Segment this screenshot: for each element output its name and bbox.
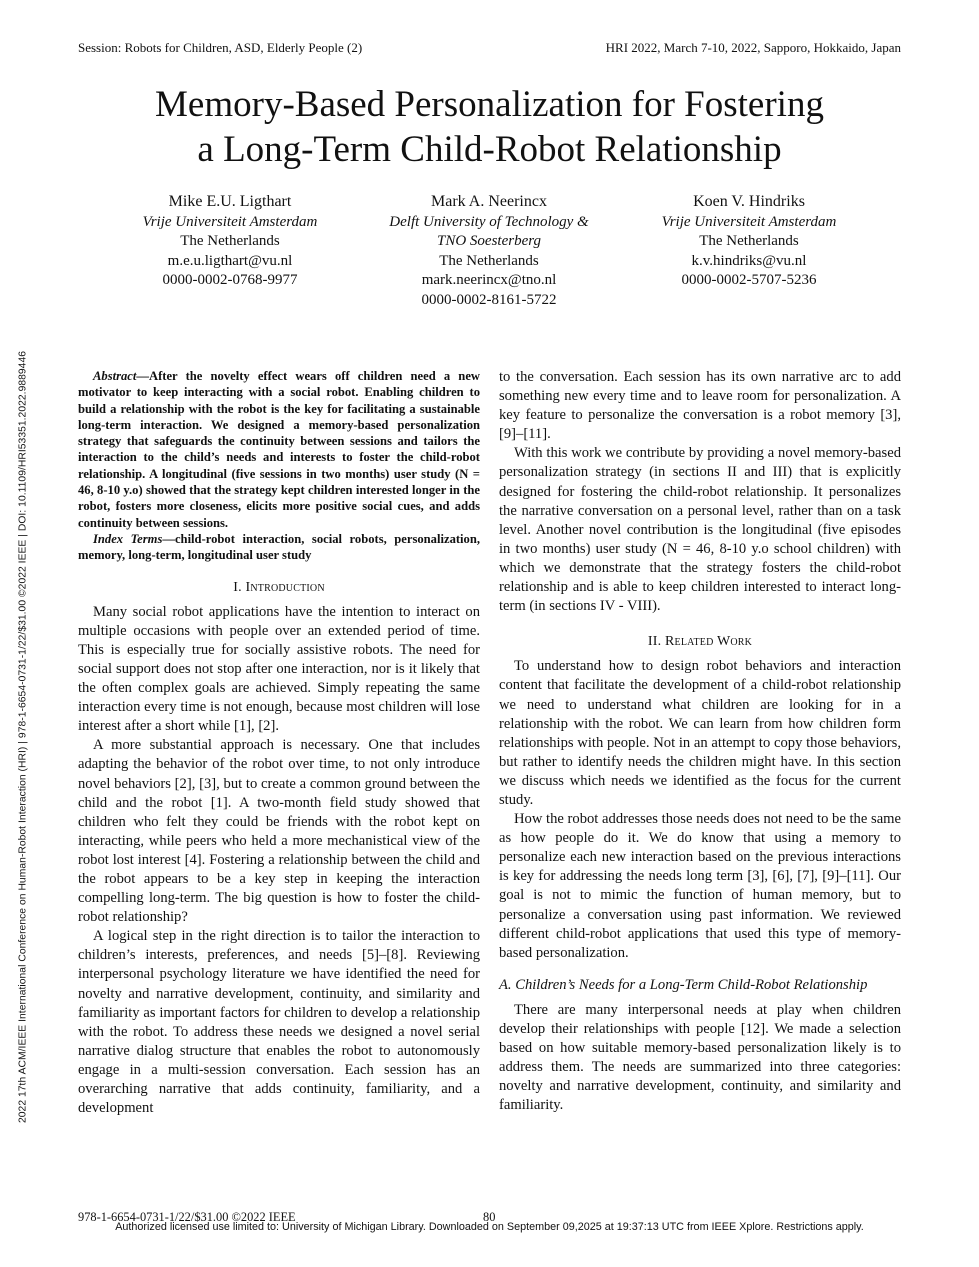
title-line-2: a Long-Term Child-Robot Relationship (197, 129, 782, 170)
right-column (499, 368, 901, 1115)
paragraph: to the conversation. Each session has its own narrative arc to add something new every time and to leave room for personalization. A key feature to personalize the conversation is a robot memory [3], [9]–[11]. (499, 369, 901, 443)
title-line-1: Memory-Based Personalization for Fostering (155, 84, 824, 125)
author-3 (619, 192, 879, 291)
side-citation-text: 2022 17th ACM/IEEE International Conference on Human-Robot Interaction (HRI) | 978-1-6654-0731-1/22/$31.00 ©2022 IEEE | DOI: 10.1109/HRI53351.2022.9889446 (17, 350, 29, 1124)
author-email: m.e.u.ligthart@vu.nl (167, 252, 293, 269)
author-country: The Netherlands (439, 252, 539, 269)
author-affiliation: Vrije Universiteit Amsterdam (142, 213, 318, 230)
page-number: 80 (483, 1210, 496, 1224)
header-conference: HRI 2022, March 7-10, 2022, Sapporo, Hokkaido, Japan (605, 40, 901, 55)
header-session: Session: Robots for Children, ASD, Elderly People (2) (78, 40, 363, 55)
index-terms-label: Index Terms (93, 531, 163, 546)
section-heading-related-work: II. Related Work (647, 634, 753, 650)
author-country: The Netherlands (699, 233, 799, 250)
index-terms-text: —child-robot interaction, social robots, personalization, memory, long-term, longitudinal user study (78, 531, 481, 563)
author-orcid: 0000-0002-0768-9977 (162, 272, 298, 289)
author-1 (100, 192, 360, 291)
index-terms (78, 531, 480, 564)
author-email: k.v.hindriks@vu.nl (691, 252, 807, 269)
paragraph: Many social robot applications have the intention to interact on multiple occasions with people over an extended period of time. This is especially true for socially assistive robots. The need for social support does not stop after one interaction, nor is it likely that the often complex goals are achieved. Simply repeating the same interaction every time is not enough, because most children will lose interest after a short while [1], [2]. (78, 603, 480, 735)
abstract (78, 368, 480, 531)
abstract-text: —After the novelty effect wears off children need a new motivator to keep interacting with a social robot. Enabling children to build a relationship with the robot is the key for facilitating a sustainable long-term interaction. We designed a memory-based personalization strategy that safeguards the continuity between sessions and tailors the interaction to the child’s needs and interests to foster the child-robot relationship. A longitudinal (five sessions in two months) user study (N = 46, 8-10 y.o) showed that the strategy kept children interested longer in the robot, fosters more closeness, elicits more positive social cues, and adds continuity between sessions. (78, 369, 480, 530)
left-column (78, 368, 480, 1118)
paragraph: A more substantial approach is necessary. One that includes adapting the behavior of the robot over time, to not only introduce novel behaviors [2], [3], but to create a common ground between the child and the robot [1]. A two-month field study showed that children who felt they could be friends with the robot kept on interacting, while peers who held a more mechanistical view of the robot lost interest [4]. Fostering a relationship between the child and the robot appears to be a key step in keeping the interaction compelling long-term. The big question is how to foster the child-robot relationship? (78, 737, 480, 926)
author-name: Mark A. Neerincx (431, 193, 547, 210)
paragraph: A logical step in the right direction is to tailor the interaction to children’s interests, preferences, and needs [5]–[8]. Reviewing interpersonal psychology literature we have identified the need for novelty and narrative development, continuity, and similarity and familiarity as important factors for children to develop a relationship with the robot. To address these needs we designed a novel serial narrative dialog structure that enables the robot to autonomously engage in a multi-session conversation. Each session has an overarching narrative that adds continuity, familiarity, and a development (78, 928, 480, 1117)
author-affiliation: Delft University of Technology & (389, 213, 589, 230)
author-name: Mike E.U. Ligthart (168, 193, 292, 210)
paragraph: There are many interpersonal needs at play when children develop their relationships with people [12]. We made a selection based on how suitable memory-based personalization likely is to address them. The needs are summarized into three categories: novelty and narrative development, continuity, and similarity and familiarity. (499, 1001, 901, 1114)
footer-copyright: 978-1-6654-0731-1/22/$31.00 ©2022 IEEE (78, 1210, 296, 1224)
paragraph: With this work we contribute by providing a novel memory-based personalization strategy (in sections II and III) that is explicitly designed for fostering the child-robot relationship. It personalizes the narrative conversation on a personal level, rather than on a task level. Another novel contribution is the longitudinal (five episodes in two months) user study (N = 46, 8-10 y.o school children) with which we demonstrate that the strategy fosters the child-robot relationship and is able to keep children interested to interact long-term (in sections IV - VIII). (499, 445, 901, 615)
license-notice: Authorized licensed use limited to: University of Michigan Library. Downloaded on September 09,2025 at 19:37:13 UTC from IEEE Xplore. Restrictions apply. (115, 1221, 864, 1233)
side-citation-strip (0, 297, 46, 1177)
abstract-label: Abstract (93, 369, 137, 383)
paper-title (0, 82, 979, 172)
paragraph: How the robot addresses those needs does not need to be the same as how people do it. We do know that using a memory to personalize each new interaction based on the previous interactions is key for addressing the needs long term [3], [6], [7], [9]–[11]. Our goal is not to mimic the function of human memory, but to personalize a conversation using past information. We reviewed different child-robot applications that used this type of memory-based personalization. (499, 811, 901, 961)
section-heading-introduction: I. Introduction (233, 579, 325, 595)
paragraph: To understand how to design robot behaviors and interaction content that facilitate the development of a child-robot relationship we need to understand what children are looking for in a relationship with the robot. We can learn from how children form relationships with people. Not in an attempt to copy those behaviors, but rather to identify needs the children might have. In this section we discuss which needs we identified as the focus for the current study. (499, 658, 901, 808)
author-orcid: 0000-0002-5707-5236 (681, 272, 817, 289)
author-name: Koen V. Hindriks (693, 193, 805, 210)
author-2 (359, 192, 619, 311)
author-orcid: 0000-0002-8161-5722 (421, 291, 557, 308)
author-country: The Netherlands (180, 233, 280, 250)
author-affiliation: Vrije Universiteit Amsterdam (661, 213, 837, 230)
subsection-heading: A. Children’s Needs for a Long-Term Child-Robot Relationship (499, 976, 868, 993)
author-affiliation-2: TNO Soesterberg (436, 233, 542, 250)
author-email: mark.neerincx@tno.nl (421, 272, 557, 289)
